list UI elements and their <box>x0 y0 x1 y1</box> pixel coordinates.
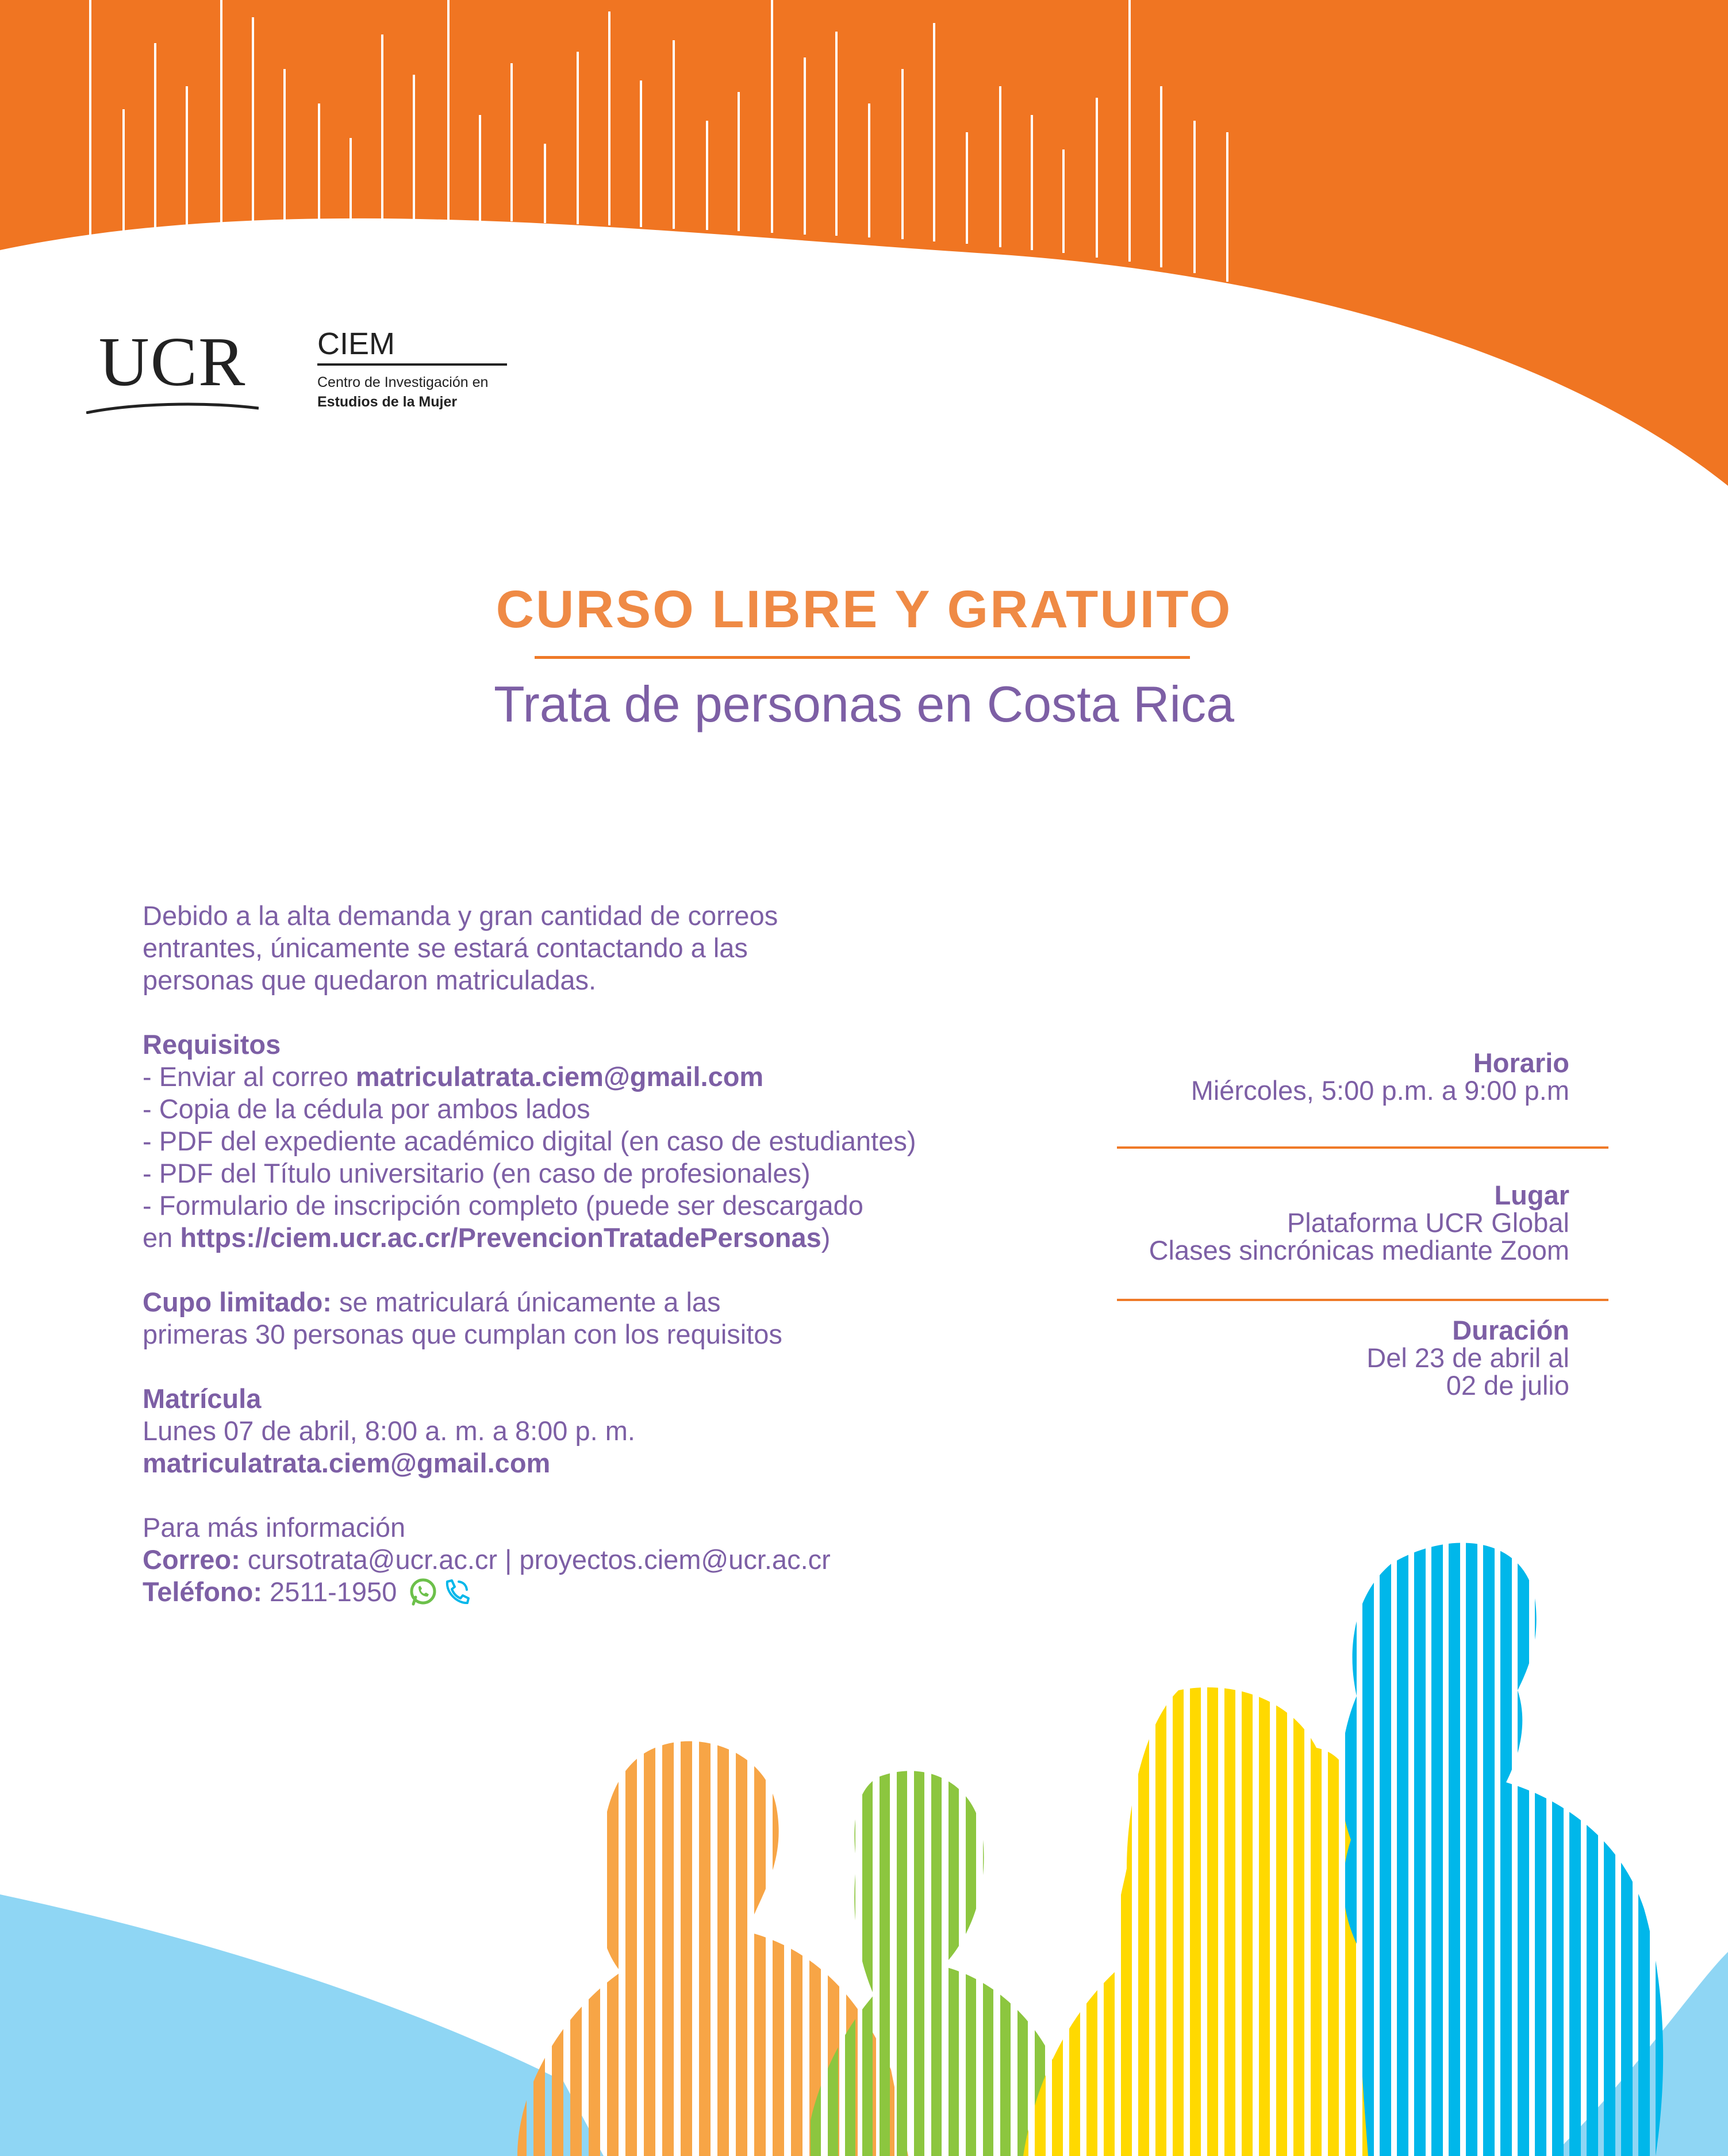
horario-block <box>1092 1049 1569 1104</box>
ucr-logo <box>86 323 259 414</box>
cupo-line-1: Cupo limitado: se matriculará únicamente a las <box>143 1287 721 1317</box>
requisito-item-5b: en https://ciem.ucr.ac.cr/PrevencionTratadePersonas) <box>143 1222 831 1253</box>
correo-label: Correo: <box>143 1544 240 1575</box>
form-download-link[interactable]: https://ciem.ucr.ac.cr/PrevencionTratadePersonas <box>180 1222 821 1253</box>
schedule-divider-2 <box>1117 1299 1608 1301</box>
silhouette-green-person <box>805 1771 1069 2156</box>
blue-bottom-wave-left <box>0 1894 604 2156</box>
orange-top-wave <box>0 0 1728 486</box>
matricula-email-link[interactable]: matriculatrata.ciem@gmail.com <box>143 1448 551 1478</box>
horario-label: Horario <box>1473 1048 1569 1078</box>
duracion-block <box>1092 1317 1569 1399</box>
ciem-logo-line1: Centro de Investigación en <box>317 374 489 390</box>
ciem-logo-line2: Estudios de la Mujer <box>317 394 458 410</box>
phone-icon[interactable] <box>441 1577 471 1607</box>
cupo-label: Cupo limitado: <box>143 1287 332 1317</box>
title-divider <box>535 656 1190 659</box>
requisitos-heading: Requisitos <box>143 1029 281 1060</box>
lugar-label: Lugar <box>1494 1180 1569 1210</box>
page-subtitle: Trata de personas en Costa Rica <box>493 676 1235 732</box>
telefono-label: Teléfono: <box>143 1576 262 1607</box>
requisito-item-3: - PDF del expediente académico digital (en caso de estudiantes) <box>143 1126 916 1156</box>
ciem-logo-name: CIEM <box>317 327 395 361</box>
requisito-item-1: - Enviar al correo matriculatrata.ciem@gmail.com <box>143 1061 764 1092</box>
whatsapp-icon[interactable] <box>408 1577 438 1607</box>
horario-value: Miércoles, 5:00 p.m. a 9:00 p.m <box>1191 1075 1569 1106</box>
silhouette-blue-person <box>1341 1543 1663 2156</box>
requisito-item-2: - Copia de la cédula por ambos lados <box>143 1094 590 1124</box>
duracion-label: Duración <box>1452 1315 1569 1345</box>
intro-line-1: Debido a la alta demanda y gran cantidad de correos <box>143 900 778 931</box>
main-content <box>143 900 1062 1608</box>
contact-intro: Para más información <box>143 1512 406 1543</box>
page-title: CURSO LIBRE Y GRATUITO <box>496 580 1232 639</box>
duracion-value-1: Del 23 de abril al <box>1366 1342 1569 1373</box>
correo-value[interactable]: cursotrata@ucr.ac.cr | proyectos.ciem@ucr.ac.cr <box>240 1544 831 1575</box>
ciem-logo <box>317 327 507 412</box>
lugar-block <box>1092 1181 1569 1264</box>
lugar-value-2: Clases sincrónicas mediante Zoom <box>1149 1235 1569 1265</box>
intro-line-3: personas que quedaron matriculadas. <box>143 965 597 995</box>
requisito-email-link[interactable]: matriculatrata.ciem@gmail.com <box>355 1061 764 1092</box>
schedule-divider-1 <box>1117 1146 1608 1149</box>
matricula-heading: Matrícula <box>143 1383 262 1414</box>
requisito-item-5: - Formulario de inscripción completo (puede ser descargado <box>143 1190 863 1221</box>
ciem-logo-rule <box>317 363 507 366</box>
cupo-line-2: primeras 30 personas que cumplan con los requisitos <box>143 1319 782 1349</box>
lugar-value-1: Plataforma UCR Global <box>1287 1207 1569 1238</box>
requisito-item-4: - PDF del Título universitario (en caso de profesionales) <box>143 1158 811 1188</box>
intro-line-2: entrantes, únicamente se estará contactando a las <box>143 933 748 963</box>
contact-correo <box>143 1544 1062 1576</box>
matricula-date: Lunes 07 de abril, 8:00 a. m. a 8:00 p. m. <box>143 1415 635 1446</box>
duracion-value-2: 02 de julio <box>1446 1370 1569 1401</box>
contact-telefono <box>143 1576 1062 1608</box>
ucr-logo-text: UCR <box>98 323 247 401</box>
telefono-value[interactable]: 2511-1950 <box>262 1576 397 1607</box>
